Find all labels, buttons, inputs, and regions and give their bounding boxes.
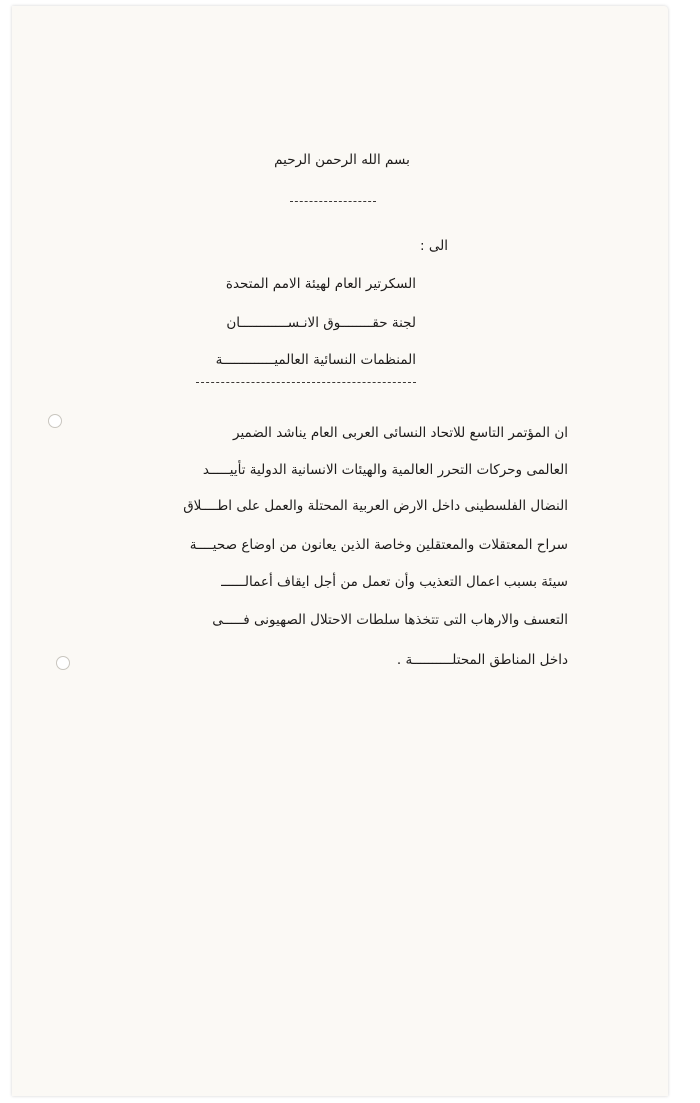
- recipient-label: الى :: [420, 238, 448, 254]
- body-line: العالمى وحركات التحرر العالمية والهيئات الانسانية الدولية تأييـــــد: [202, 462, 568, 478]
- recipient-line: لجنة حقــــــــوق الانـســــــــــــان: [226, 315, 416, 331]
- punch-hole: [56, 656, 70, 670]
- recipients-separator: [196, 382, 416, 383]
- document-page: [12, 6, 668, 1096]
- body-line: سيئة بسبب اعمال التعذيب وأن تعمل من أجل ايقاف أعمالــــــ: [221, 574, 568, 590]
- body-line: التعسف والارهاب التى تتخذها سلطات الاحتلال الصهيونى فـــــى: [212, 612, 568, 628]
- body-line: داخل المناطق المحتلــــــــــة .: [396, 652, 568, 668]
- basmala-heading: بسم الله الرحمن الرحيم: [274, 152, 410, 168]
- body-line: ان المؤتمر التاسع للاتحاد النسائى العربى العام يناشد الضمير: [233, 425, 568, 441]
- body-line: سراح المعتقلات والمعتقلين وخاصة الذين يعانون من اوضاع صحيــــة: [189, 537, 568, 553]
- recipient-line: السكرتير العام لهيئة الامم المتحدة: [225, 276, 416, 292]
- body-line: النضال الفلسطينى داخل الارض العربية المحتلة والعمل على اطــــلاق: [183, 498, 568, 514]
- punch-hole: [48, 414, 62, 428]
- recipient-line: المنظمات النسائية العالميـــــــــــــة: [215, 352, 416, 368]
- heading-separator: [290, 201, 376, 202]
